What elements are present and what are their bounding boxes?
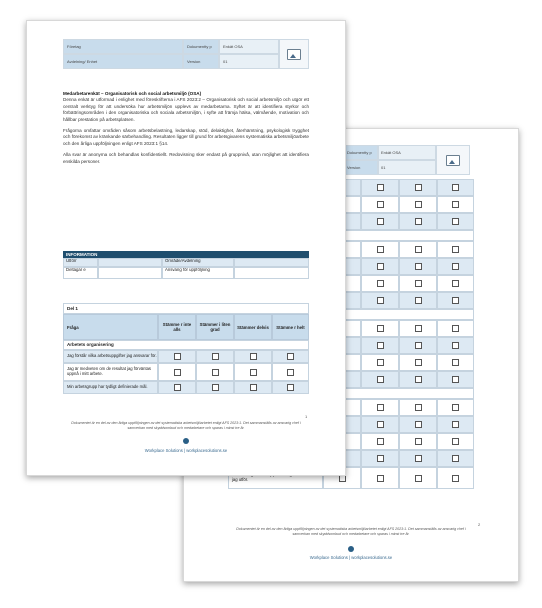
checkbox[interactable] <box>377 438 384 445</box>
checkbox[interactable] <box>415 263 422 270</box>
header-value: Enkät OSA <box>378 145 436 160</box>
checkbox[interactable] <box>377 325 384 332</box>
image-icon <box>287 49 301 60</box>
intro-paragraph-2: Frågorna omfattar områden såsom arbetsbelastning, ledarskap, stöd, delaktighet, återhämtning, psykologisk trygghet och förekomst av kränkande särbehandling. Resultaten ligger till grund för arbetsgivarens systematiska arbetsmiljöarbete och den årliga uppföljningen enligt AFS 2023:1 §14. <box>63 128 309 146</box>
question-table <box>63 303 309 394</box>
checkbox[interactable] <box>377 359 384 366</box>
checkbox[interactable] <box>452 359 459 366</box>
info-input[interactable] <box>98 258 162 267</box>
header-label: Version <box>183 54 219 69</box>
checkbox[interactable] <box>287 384 294 391</box>
column-header: Stämmer delvis <box>234 314 272 340</box>
footer-note: Dokumentet är en del av den årliga uppföljningen av det systematiska arbetsmiljöarbetet enligt AFS 2023:1. Det sammanställs av ansvarig chef i samverkan med skyddsombud och medarbetare och sparas i minst tre år. <box>71 421 301 430</box>
question-text: Min arbetsgrupp har tydligt definierade mål. <box>63 381 158 394</box>
intro-paragraph-3: Alla svar är anonyma och behandlas konfidentiellt. Redovisning sker endast på gruppnivå, utan möjlighet att identifiera enskilda personer. <box>63 152 309 164</box>
header-value: 01 <box>378 160 436 175</box>
page-number: 1 <box>305 414 308 419</box>
information-table <box>63 251 309 279</box>
info-row <box>63 258 309 267</box>
column-header: Stämme r helt <box>272 314 309 340</box>
question-text: jag utför. <box>228 467 323 489</box>
checkbox[interactable] <box>452 475 459 482</box>
checkbox[interactable] <box>377 280 384 287</box>
column-header: Stämmer i liten grad <box>196 314 234 340</box>
info-label: Ansvarig för uppföljning <box>162 267 234 279</box>
header-value: Enkät OSA <box>219 39 279 54</box>
checkbox[interactable] <box>452 263 459 270</box>
document-title: Medarbetarenkät – Organisatorisk och social arbetsmiljö (OSA) <box>63 91 202 96</box>
question-text: Jag är medveten om de resultat jag förväntas uppnå i mitt arbete. <box>63 363 158 381</box>
intro-section <box>63 91 309 165</box>
checkbox[interactable] <box>377 421 384 428</box>
checkbox[interactable] <box>415 218 422 225</box>
checkbox[interactable] <box>415 280 422 287</box>
checkbox[interactable] <box>377 184 384 191</box>
checkbox[interactable] <box>415 342 422 349</box>
info-label: Deltagar e <box>63 267 98 279</box>
checkbox[interactable] <box>415 325 422 332</box>
checkbox[interactable] <box>452 438 459 445</box>
image-icon <box>446 155 460 166</box>
table-row <box>63 363 309 381</box>
checkbox[interactable] <box>452 218 459 225</box>
footer-brand: Workplace Solutions | workplacesolutions.se <box>309 555 393 560</box>
checkbox[interactable] <box>452 184 459 191</box>
checkbox[interactable] <box>212 369 219 376</box>
checkbox[interactable] <box>250 353 257 360</box>
checkbox[interactable] <box>415 376 422 383</box>
checkbox[interactable] <box>415 421 422 428</box>
header-label: Företag <box>63 39 183 54</box>
checkbox[interactable] <box>452 404 459 411</box>
checkbox[interactable] <box>415 438 422 445</box>
header-label: Version <box>344 160 378 175</box>
information-heading: INFORMATION <box>63 251 309 258</box>
section-title: Del 1 <box>63 303 309 314</box>
checkbox[interactable] <box>452 342 459 349</box>
checkbox[interactable] <box>452 376 459 383</box>
page-number: 2 <box>478 522 481 527</box>
header-label: Avdelning/ Enhet <box>63 54 183 69</box>
column-header: Stämme r inte alls <box>158 314 196 340</box>
checkbox[interactable] <box>377 404 384 411</box>
column-header: Fråga <box>63 314 158 340</box>
checkbox[interactable] <box>452 280 459 287</box>
checkbox[interactable] <box>174 384 181 391</box>
checkbox[interactable] <box>174 369 181 376</box>
checkbox[interactable] <box>287 369 294 376</box>
table-row <box>63 381 309 394</box>
checkbox[interactable] <box>377 376 384 383</box>
page2-header-table <box>344 145 470 175</box>
checkbox[interactable] <box>452 246 459 253</box>
question-text: Jag förstår vilka arbetsuppgifter jag ansvarar för. <box>63 350 158 363</box>
info-input[interactable] <box>234 267 309 279</box>
checkbox[interactable] <box>452 201 459 208</box>
checkbox[interactable] <box>415 246 422 253</box>
info-row <box>63 267 309 279</box>
checkbox[interactable] <box>377 342 384 349</box>
checkbox[interactable] <box>212 384 219 391</box>
info-input[interactable] <box>98 267 162 279</box>
checkbox[interactable] <box>250 369 257 376</box>
footer-brand: Workplace Solutions | workplacesolutions.se <box>144 448 228 453</box>
logo-placeholder <box>279 39 309 69</box>
intro-paragraph-1: Denna enkät är utformad i enlighet med föreskrifterna i AFS 2023:2 – Organisatorisk och social arbetsmiljö och utgör ett centralt verktyg för att undersöka hur arbetsmiljön upplevs av medarbetarna. Syftet är att identifiera styrkor och förbättringsområden i den organisatoriska och sociala arbetsmiljön, i syfte att främja hälsa, välmående, motivation och hållbar prestation på arbetsplatsen. <box>63 97 309 122</box>
checkbox[interactable] <box>415 201 422 208</box>
group-heading: Arbetets organisering <box>63 340 309 350</box>
footer-note: Dokumentet är en del av den årliga uppföljningen av det systematiska arbetsmiljöarbetet enligt AFS 2023:1. Det sammanställs av ansvarig chef i samverkan med skyddsombud och medarbetare och sparas i minst tre år. <box>236 527 466 536</box>
checkbox[interactable] <box>452 421 459 428</box>
header-table <box>63 39 309 69</box>
table-row <box>63 350 309 363</box>
checkbox[interactable] <box>452 455 459 462</box>
document-page-1 <box>26 20 346 476</box>
info-label: Utförr <box>63 258 98 267</box>
checkbox[interactable] <box>287 353 294 360</box>
checkbox[interactable] <box>212 353 219 360</box>
checkbox[interactable] <box>250 384 257 391</box>
checkbox[interactable] <box>415 359 422 366</box>
checkbox[interactable] <box>415 184 422 191</box>
header-label: Dokumentty p <box>183 39 219 54</box>
checkbox[interactable] <box>452 297 459 304</box>
checkbox[interactable] <box>377 475 384 482</box>
globe-icon <box>348 546 354 552</box>
checkbox[interactable] <box>452 325 459 332</box>
checkbox[interactable] <box>415 404 422 411</box>
checkbox[interactable] <box>377 201 384 208</box>
checkbox[interactable] <box>415 475 422 482</box>
checkbox[interactable] <box>377 297 384 304</box>
header-label: Dokumentty p <box>344 145 378 160</box>
checkbox[interactable] <box>377 455 384 462</box>
checkbox[interactable] <box>415 297 422 304</box>
info-label: Område/Avdelning <box>162 258 234 267</box>
checkbox[interactable] <box>174 353 181 360</box>
checkbox[interactable] <box>377 218 384 225</box>
checkbox[interactable] <box>377 246 384 253</box>
checkbox[interactable] <box>377 263 384 270</box>
globe-icon <box>183 438 189 444</box>
checkbox[interactable] <box>415 455 422 462</box>
logo-placeholder <box>436 145 470 175</box>
table-header <box>63 314 309 340</box>
info-input[interactable] <box>234 258 309 267</box>
header-value: 01 <box>219 54 279 69</box>
